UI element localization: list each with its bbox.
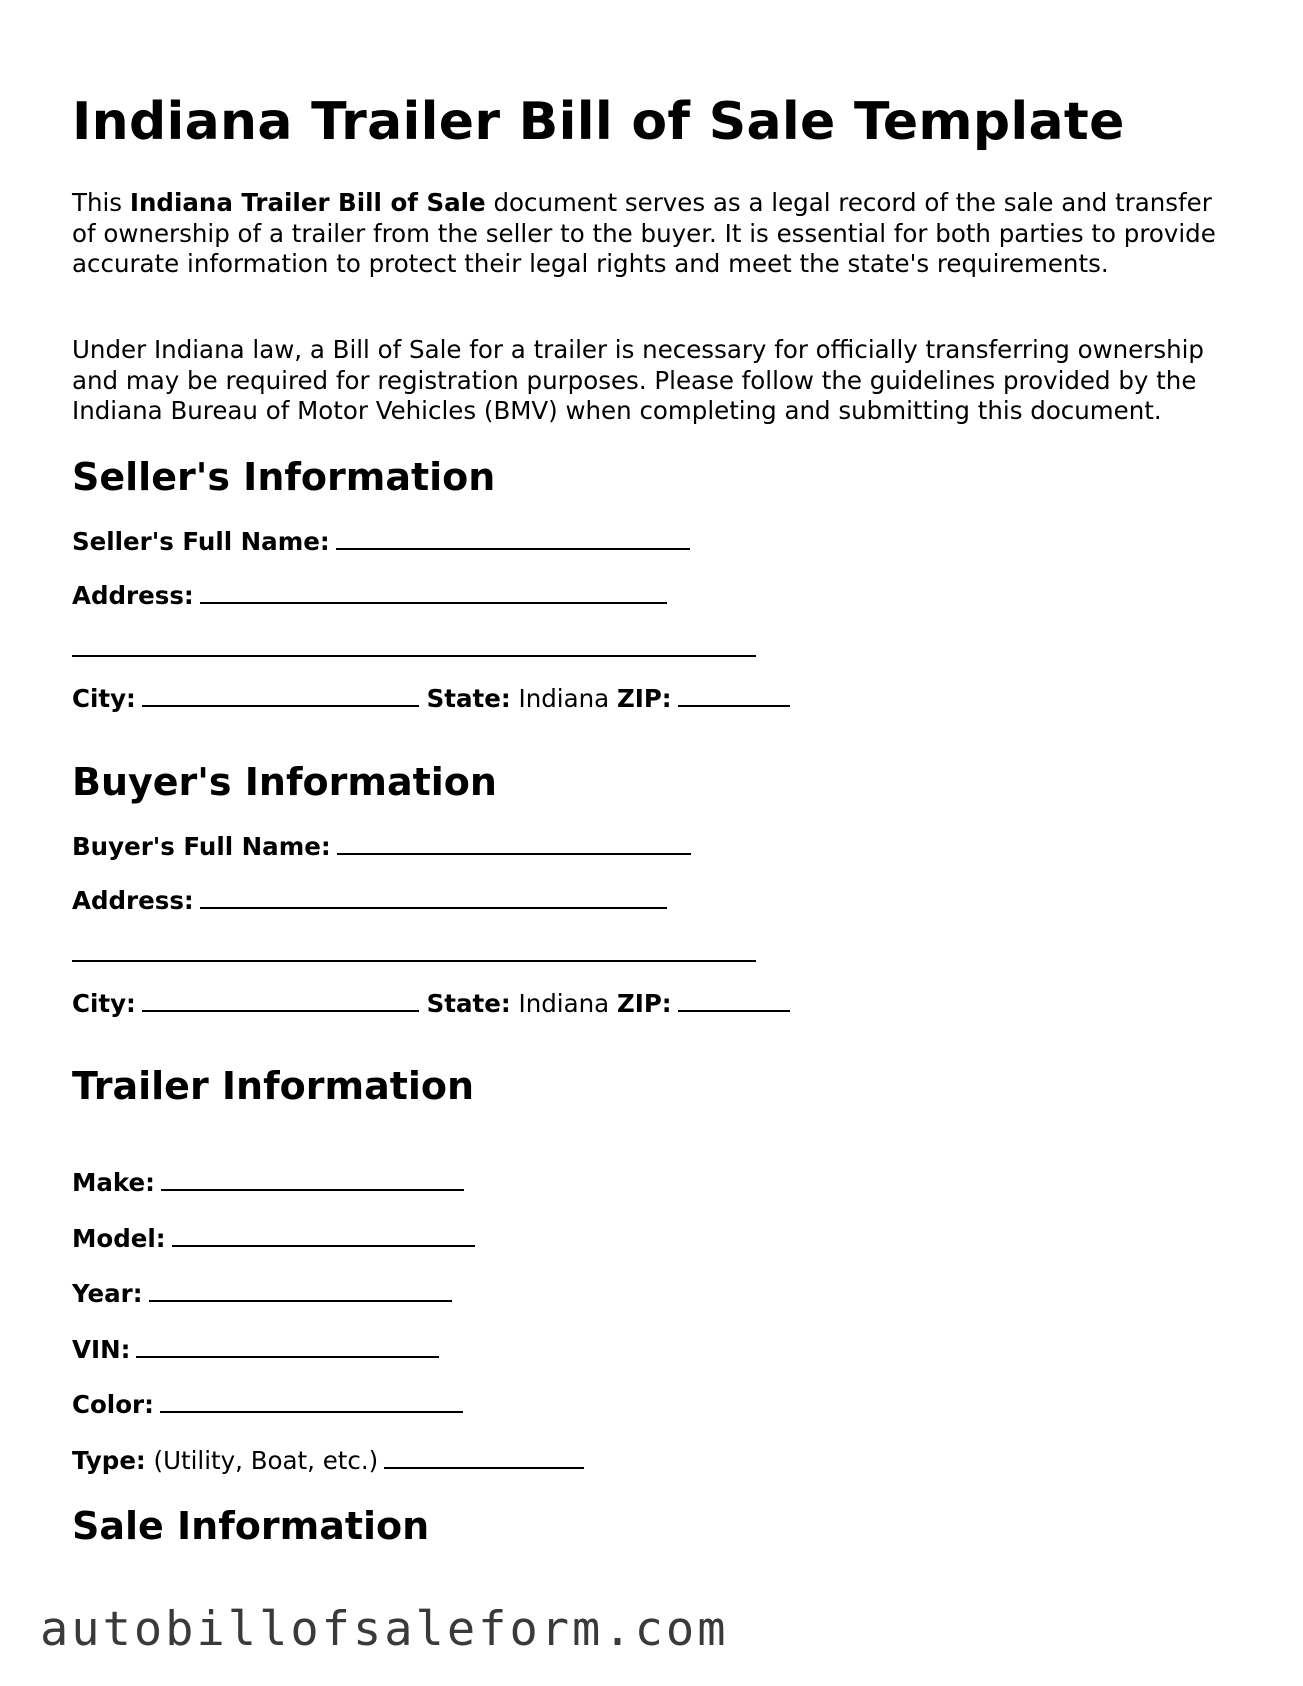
seller-city-state-zip-row (72, 683, 790, 714)
trailer-vin-row (72, 1334, 439, 1365)
intro-p1-suffix: document serves as a legal record of the sale and transfer of ownership of a trailer from the seller to the buyer. It is essential for both parties to provide accurate information to protect their legal rights and meet the state's requirements. (72, 188, 1216, 278)
seller-section-heading: Seller's Information (72, 455, 496, 499)
seller-zip-blank[interactable] (678, 683, 790, 707)
intro-paragraph-2: Under Indiana law, a Bill of Sale for a trailer is necessary for officially transferring ownership and may be required for registration purposes. Please follow the guidelines provided by the Indiana Bureau of Motor Vehicles (BMV) when completing and submitting this document. (72, 335, 1204, 425)
seller-address-blank[interactable] (200, 580, 667, 604)
buyer-state-label: State: (426, 989, 511, 1018)
trailer-make-row (72, 1167, 464, 1198)
trailer-type-hint: (Utility, Boat, etc.) (153, 1446, 379, 1475)
trailer-model-blank[interactable] (172, 1223, 475, 1247)
seller-name-label: Seller's Full Name: (72, 527, 330, 556)
trailer-year-row (72, 1278, 452, 1309)
seller-address-line2-blank[interactable] (72, 633, 756, 657)
seller-address-line2-row (72, 633, 756, 664)
buyer-zip-label: ZIP: (616, 989, 672, 1018)
sale-section-heading: Sale Information (72, 1504, 430, 1548)
buyer-address-line2-row (72, 938, 756, 969)
seller-state-value: Indiana (518, 684, 610, 713)
seller-city-label: City: (72, 684, 136, 713)
trailer-color-label: Color: (72, 1390, 154, 1419)
watermark-text: autobillofsaleform.com (40, 1602, 729, 1657)
trailer-year-label: Year: (72, 1279, 143, 1308)
trailer-type-blank[interactable] (384, 1445, 584, 1469)
buyer-zip-blank[interactable] (678, 988, 790, 1012)
trailer-type-row (72, 1445, 584, 1476)
seller-address-label: Address: (72, 581, 194, 610)
buyer-address-blank[interactable] (200, 885, 667, 909)
seller-zip-label: ZIP: (616, 684, 672, 713)
trailer-vin-label: VIN: (72, 1335, 131, 1364)
intro-p1-prefix: This (72, 188, 130, 217)
buyer-address-line2-blank[interactable] (72, 938, 756, 962)
seller-state-label: State: (426, 684, 511, 713)
trailer-type-label: Type: (72, 1446, 146, 1475)
trailer-year-blank[interactable] (149, 1278, 452, 1302)
trailer-make-label: Make: (72, 1168, 155, 1197)
buyer-state-value: Indiana (518, 989, 610, 1018)
trailer-vin-blank[interactable] (136, 1334, 439, 1358)
trailer-model-row (72, 1223, 475, 1254)
buyer-city-label: City: (72, 989, 136, 1018)
trailer-color-row (72, 1389, 463, 1420)
seller-address-row (72, 580, 667, 611)
page-title: Indiana Trailer Bill of Sale Template (72, 92, 1125, 152)
buyer-address-label: Address: (72, 886, 194, 915)
trailer-section-heading: Trailer Information (72, 1064, 475, 1108)
trailer-make-blank[interactable] (161, 1167, 464, 1191)
trailer-model-label: Model: (72, 1224, 166, 1253)
seller-name-blank[interactable] (336, 526, 690, 550)
intro-p1-bold: Indiana Trailer Bill of Sale (129, 188, 486, 217)
buyer-name-row (72, 831, 691, 862)
intro-paragraph-1 (72, 188, 1232, 280)
seller-city-blank[interactable] (142, 683, 419, 707)
buyer-section-heading: Buyer's Information (72, 760, 497, 804)
seller-name-row (72, 526, 690, 557)
buyer-city-state-zip-row (72, 988, 790, 1019)
buyer-address-row (72, 885, 667, 916)
buyer-name-label: Buyer's Full Name: (72, 832, 331, 861)
buyer-city-blank[interactable] (142, 988, 419, 1012)
buyer-name-blank[interactable] (337, 831, 691, 855)
trailer-color-blank[interactable] (160, 1389, 463, 1413)
